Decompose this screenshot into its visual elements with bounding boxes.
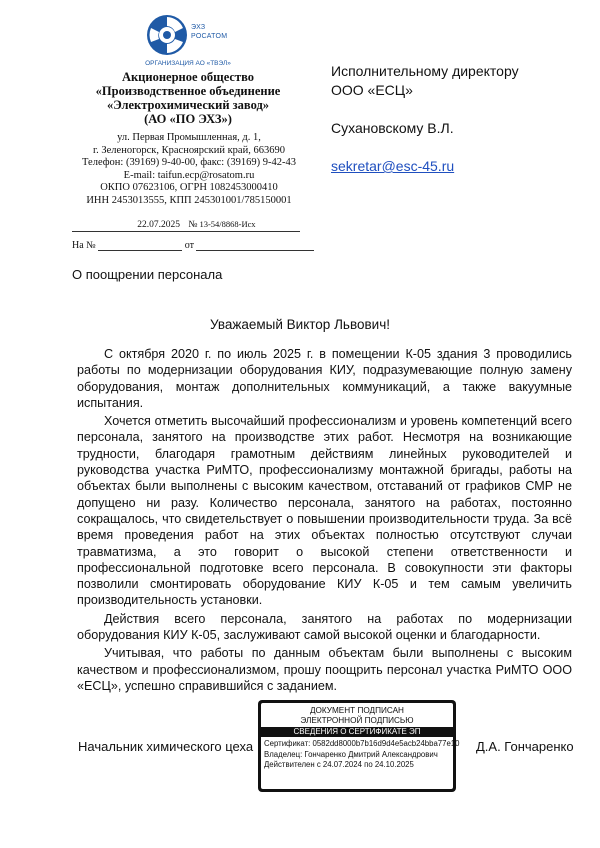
address-line: ул. Первая Промышленная, д. 1, (117, 132, 261, 143)
recipient-name: Сухановскому В.Л. (331, 120, 454, 136)
org-name-line: (АО «ПО ЭХЗ») (144, 112, 232, 126)
stamp-owner: Владелец: Гончаренко Дмитрий Александрович (264, 749, 438, 759)
org-name-line: Акционерное общество (121, 70, 255, 84)
ref-number: 13-54/8868-Исх (199, 219, 256, 229)
address-line: Телефон: (39169) 9-40-00, факс: (39169) 9-42-43 (82, 157, 296, 168)
letter-subject: О поощрении персонала (72, 267, 223, 282)
stamp-inner (261, 703, 460, 789)
address-line: E-mail: taifun.ecp@rosatom.ru (123, 169, 255, 181)
ot-label: от (184, 240, 194, 251)
ref-date: 22.07.2025 (137, 220, 180, 230)
recipient-block (331, 62, 519, 176)
e-signature-stamp (258, 700, 460, 792)
stamp-heading (261, 706, 453, 726)
signer-title: Начальник химического цеха (78, 739, 254, 754)
org-name (78, 70, 298, 126)
letter-greeting: Уважаемый Виктор Львович! (210, 317, 390, 332)
stamp-heading-line: ЭЛЕКТРОННОЙ ПОДПИСЬЮ (300, 716, 414, 725)
address-line: ИНН 2453013555, КПП 245301001/785150001 (86, 194, 292, 206)
org-name-line: «Электрохимический завод» (106, 98, 270, 112)
recipient-position: Исполнительному директору (331, 63, 519, 79)
na-blank (98, 240, 182, 251)
address-line: г. Зеленогорск, Красноярский край, 663690 (93, 144, 285, 156)
stamp-certificate: Сертификат: 0582dd8000b7b16d9d4e5acb24bba77e10 (264, 739, 460, 748)
ot-blank (196, 240, 314, 251)
letter-body (77, 346, 572, 696)
rosatom-logo-icon (146, 14, 188, 56)
logo-text-line: РОСАТОМ (191, 33, 228, 40)
body-paragraph: Учитывая, что работы по данным объектам были выполнены с высоким качеством и профессионализмом, прошу поощрить персонал участка РиМТО ООО «ЕСЦ», успешно справившийся с заданием. (77, 646, 572, 693)
divider (72, 231, 300, 232)
na-label: На № (72, 240, 96, 251)
body-paragraph: Хочется отметить высочайший профессионализм и уровень компетенций всего персонала, занятого на производстве этих работ. Несмотря на возникающие трудности, благодаря грамотным действиям линейных руководителей и руководства участка РиМТО, профессионализму монтажной бригады, работы на объектах были выполнены с высоким качеством, отставаний от графиков СМР не допущено ни разу. Количество персонала, занятого на работах, постоянно сокращалось, что свидетельствует о повышении производительности труда. За всё время проведения работ на этих объектах полностью отсутствуют случаи травматизма, а это говорит о высокой степени ответственности и профессиональной подготовке всего персонала. В совокупности эти факторы позволили смонтировать оборудование КИУ К-05 и тем самым увеличить производительность установки. (77, 414, 572, 608)
org-name-line: «Производственное объединение (95, 84, 281, 98)
spacer (331, 100, 519, 119)
org-address (60, 132, 318, 207)
signer-name: Д.А. Гончаренко (476, 739, 574, 754)
body-paragraph: Действия всего персонала, занятого на работах по модернизации оборудования КИУ К-05, заслуживают самой высокой оценки и благодарности. (77, 611, 572, 643)
logo-text-line: ЭХЗ (191, 24, 206, 31)
org-subtitle: ОРГАНИЗАЦИЯ АО «ТВЭЛ» (145, 60, 231, 67)
body-paragraph: С октября 2020 г. по июль 2025 г. в помещении К-05 здания 3 проводились работы по модернизации оборудования КИУ, подразумевающие полную замену оборудования, монтаж дополнительных коммуникаций, а также вакуумные испытания. (77, 347, 572, 410)
stamp-heading-line: ДОКУМЕНТ ПОДПИСАН (310, 706, 404, 715)
logo-text (191, 23, 227, 41)
stamp-header-bar: СВЕДЕНИЯ О СЕРТИФИКАТЕ ЭП (261, 727, 453, 737)
address-line: ОКПО 07623106, ОГРН 1082453000410 (100, 182, 278, 193)
outgoing-reference (72, 219, 256, 230)
spacer (331, 138, 519, 157)
recipient-company: ООО «ЕСЦ» (331, 82, 413, 98)
incoming-reference (72, 240, 314, 251)
ref-no-label: № (188, 220, 198, 230)
recipient-email-link[interactable]: sekretar@esc-45.ru (331, 158, 455, 174)
stamp-validity: Действителен с 24.07.2024 по 24.10.2025 (264, 760, 414, 769)
